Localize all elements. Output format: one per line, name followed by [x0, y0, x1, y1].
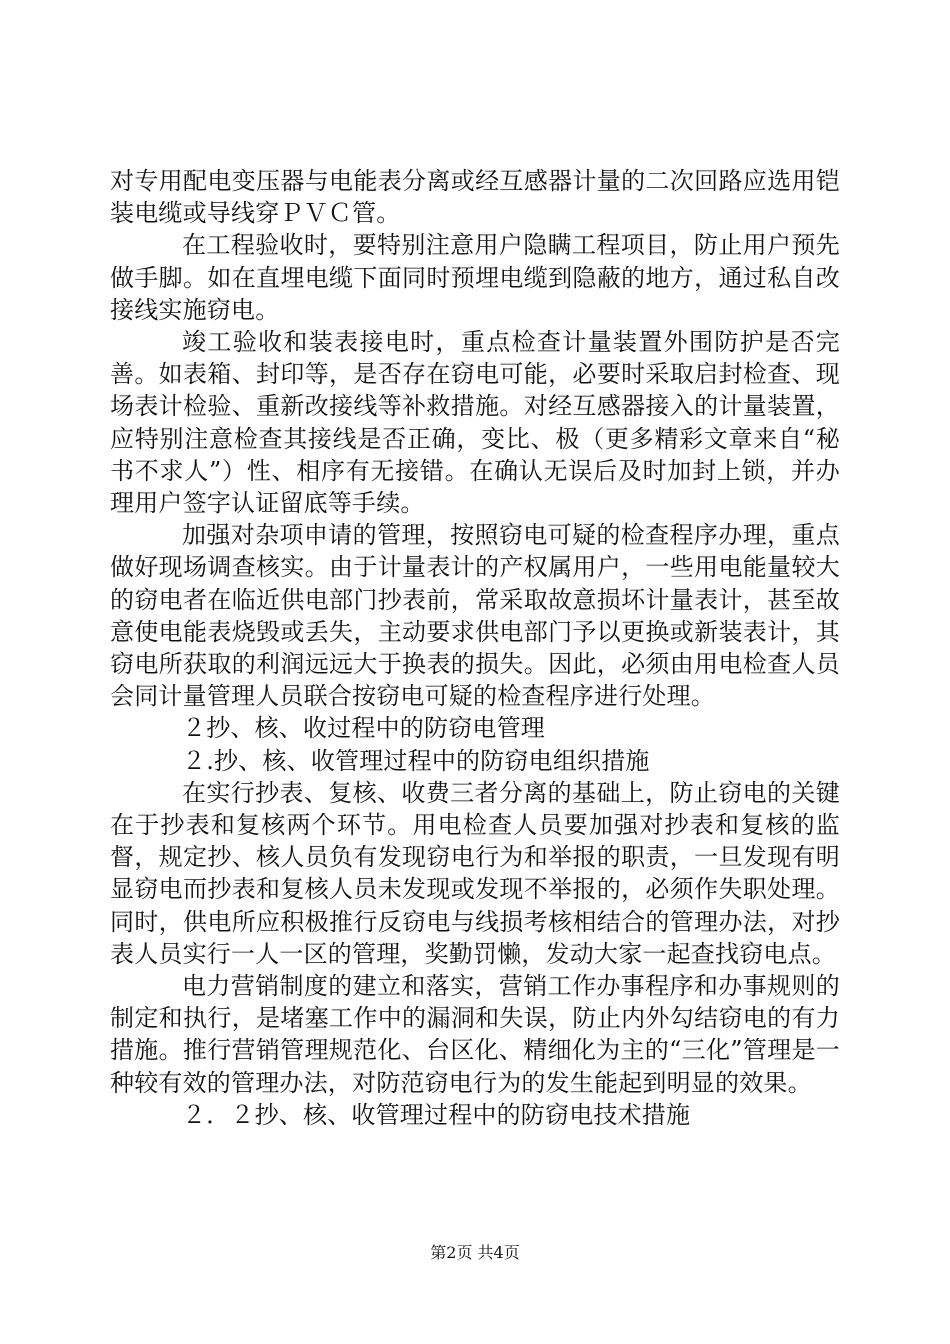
section-heading-2: ２抄、核、收过程中的防窃电管理	[182, 714, 545, 743]
paragraph-6: 电力营销制度的建立和落实，营销工作办事程序和办事规则的制定和执行，是堵塞工作中的漏洞和失误，防止内外勾结窃电的有力措施。推行营销管理规范化、台区化、精细化为主的“三化”管理是一种较有效的管理办法，对防范窃电行为的发生能起到明显的效果。	[110, 972, 840, 1097]
page-number-footer: 第2页 共4页	[430, 1243, 520, 1262]
subsection-heading-2-1: ２.抄、核、收管理过程中的防窃电组织措施	[182, 746, 650, 775]
subsection-heading-2-2: ２．２抄、核、收管理过程中的防窃电技术措施	[182, 1100, 691, 1129]
paragraph-2: 在工程验收时，要特别注意用户隐瞒工程项目，防止用户预先做手脚。如在直埋电缆下面同时预埋电缆到隐蔽的地方，通过私自改接线实施窃电。	[110, 231, 840, 324]
paragraph-1: 对专用配电变压器与电能表分离或经互感器计量的二次回路应选用铠装电缆或导线穿ＰＶＣ管。	[110, 167, 840, 228]
paragraph-3: 竣工验收和装表接电时，重点检查计量装置外围防护是否完善。如表箱、封印等，是否存在窃电可能，必要时采取启封检查、现场表计检验、重新改接线等补救措施。对经互感器接入的计量装置，应特别注意检查其接线是否正确，变比、极（更多精彩文章来自“秘书不求人”）性、相序有无接错。在确认无误后及时加封上锁，并办理用户签字认证留底等手续。	[110, 328, 840, 518]
paragraph-5: 在实行抄表、复核、收费三者分离的基础上，防止窃电的关键在于抄表和复核两个环节。用电检查人员要加强对抄表和复核的监督，规定抄、核人员负有发现窃电行为和举报的职责，一旦发现有明显窃电而抄表和复核人员未发现或发现不举报的，必须作失职处理。同时，供电所应积极推行反窃电与线损考核相结合的管理办法，对抄表人员实行一人一区的管理，奖勤罚懒，发动大家一起查找窃电点。	[110, 778, 840, 968]
paragraph-4: 加强对杂项申请的管理，按照窃电可疑的检查程序办理，重点做好现场调查核实。由于计量表计的产权属用户，一些用电能量较大的窃电者在临近供电部门抄表前，常采取故意损坏计量表计，甚至故意使电能表烧毁或丢失，主动要求供电部门予以更换或新装表计，其窃电所获取的利润远远大于换表的损失。因此，必须由用电检查人员会同计量管理人员联合按窃电可疑的检查程序进行处理。	[110, 521, 840, 711]
document-body	[110, 165, 840, 1131]
